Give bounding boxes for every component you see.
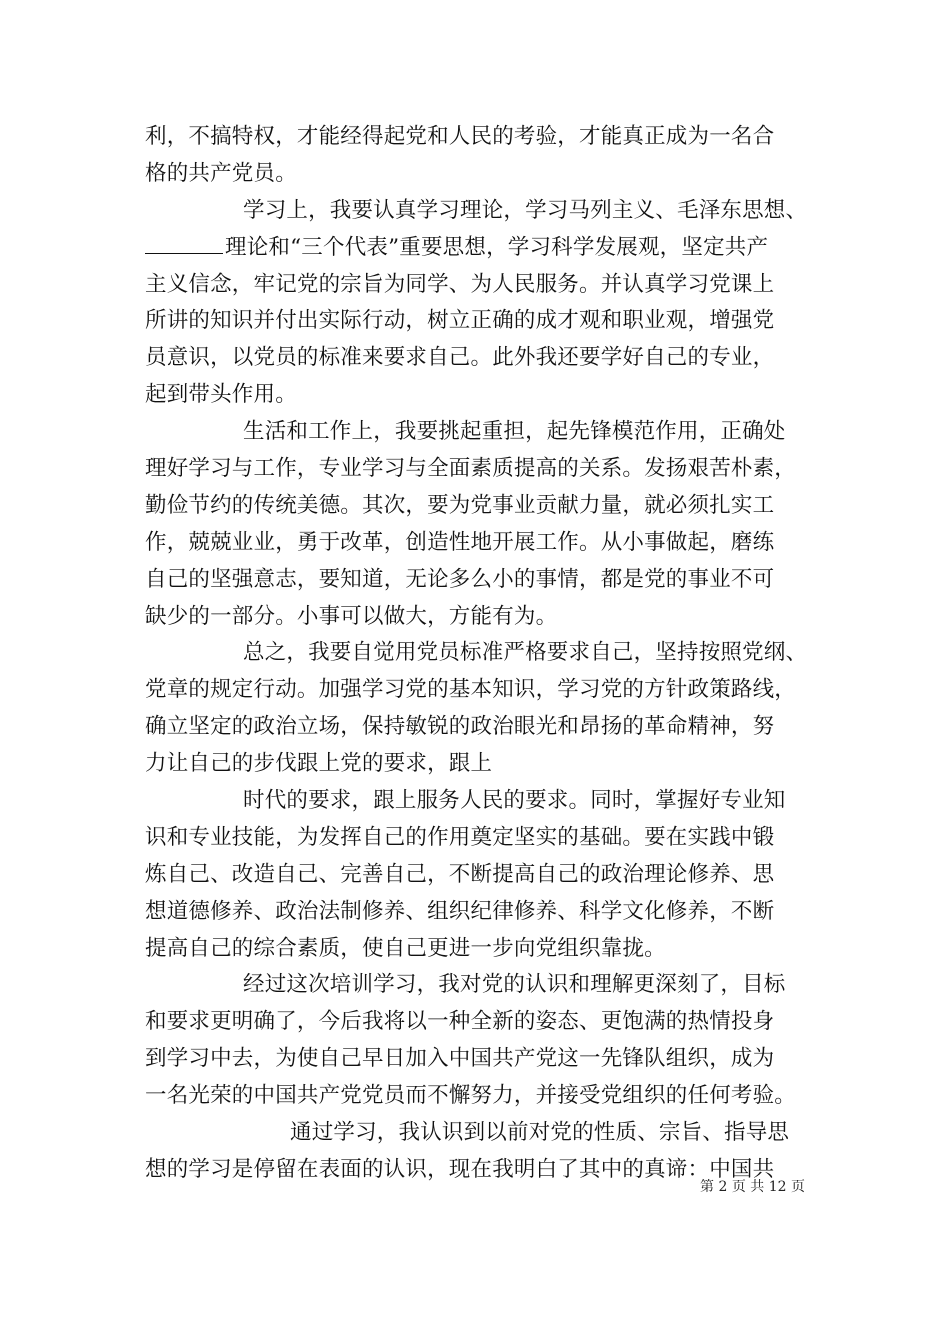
fill-in-blank: [145, 233, 223, 254]
text-line: 提高自己的综合素质，使自己更进一步向党组织靠拢。: [145, 935, 666, 961]
text-line: 缺少的一部分。小事可以做大，方能有为。: [145, 603, 558, 629]
text-line: 员意识，以党员的标准来要求自己。此外我还要学好自己的专业，: [145, 345, 775, 371]
text-line: 想道德修养、政治法制修养、组织纪律修养、科学文化修养，不断: [145, 898, 775, 924]
text-line-with-blank: [145, 230, 815, 267]
paragraph-start-line: 总之，我要自觉用党员标准严格要求自己，坚持按照党纲、: [243, 640, 808, 666]
text-line: 利，不搞特权，才能经得起党和人民的考验，才能真正成为一名合: [145, 124, 775, 149]
paragraph-start-line: 通过学习，我认识到以前对党的性质、宗旨、指导思: [290, 1120, 790, 1146]
paragraph-start-line: 时代的要求，跟上服务人民的要求。同时，掌握好专业知: [243, 788, 786, 814]
page-number-footer: 第 2 页 共 12 页: [700, 1179, 805, 1195]
body-text: [145, 119, 815, 1189]
text-line: 确立坚定的政治立场，保持敏锐的政治眼光和昂扬的革命精神，努: [145, 714, 775, 740]
paragraph-start-line: 生活和工作上，我要挑起重担，起先锋模范作用，正确处: [243, 419, 786, 445]
text-line: 理好学习与工作，专业学习与全面素质提高的关系。发扬艰苦朴素，: [145, 456, 797, 482]
paragraph-start-line: 经过这次培训学习，我对党的认识和理解更深刻了，目标: [243, 972, 786, 998]
text-line: 一名光荣的中国共产党党员而不懈努力，并接受党组织的任何考验。: [145, 1083, 797, 1109]
text-line: 格的共产党员。: [145, 160, 297, 186]
text-line: 起到带头作用。: [145, 382, 297, 408]
paragraph-start-line: 学习上，我要认真学习理论，学习马列主义、毛泽东思想、: [243, 197, 808, 223]
text-line: 到学习中去，为使自己早日加入中国共产党这一先锋队组织，成为: [145, 1046, 775, 1072]
text-line: 和要求更明确了，今后我将以一种全新的姿态、更饱满的热情投身: [145, 1009, 775, 1035]
text-line: 党章的规定行动。加强学习党的基本知识，学习党的方针政策路线，: [145, 677, 797, 703]
text-line: 想的学习是停留在表面的认识，现在我明白了其中的真谛：中国共: [145, 1156, 775, 1182]
text-line: 自己的坚强意志，要知道，无论多么小的事情，都是党的事业不可: [145, 566, 775, 592]
text-line: 识和专业技能，为发挥自己的作用奠定坚实的基础。要在实践中锻: [145, 824, 775, 850]
text-line: 炼自己、改造自己、完善自己，不断提高自己的政治理论修养、思: [145, 861, 775, 887]
text-line: 力让自己的步伐跟上党的要求，跟上: [145, 751, 493, 777]
text-fragment: 理论和“三个代表”重要思想，学习科学发展观，坚定共产: [225, 234, 769, 260]
text-line: 勤俭节约的传统美德。其次，要为党事业贡献力量，就必须扎实工: [145, 492, 775, 518]
text-line: 作，兢兢业业，勇于改革，创造性地开展工作。从小事做起，磨练: [145, 529, 775, 555]
text-line: 所讲的知识并付出实际行动，树立正确的成才观和职业观，增强党: [145, 308, 775, 334]
text-line: 主义信念，牢记党的宗旨为同学、为人民服务。并认真学习党课上: [145, 271, 775, 297]
